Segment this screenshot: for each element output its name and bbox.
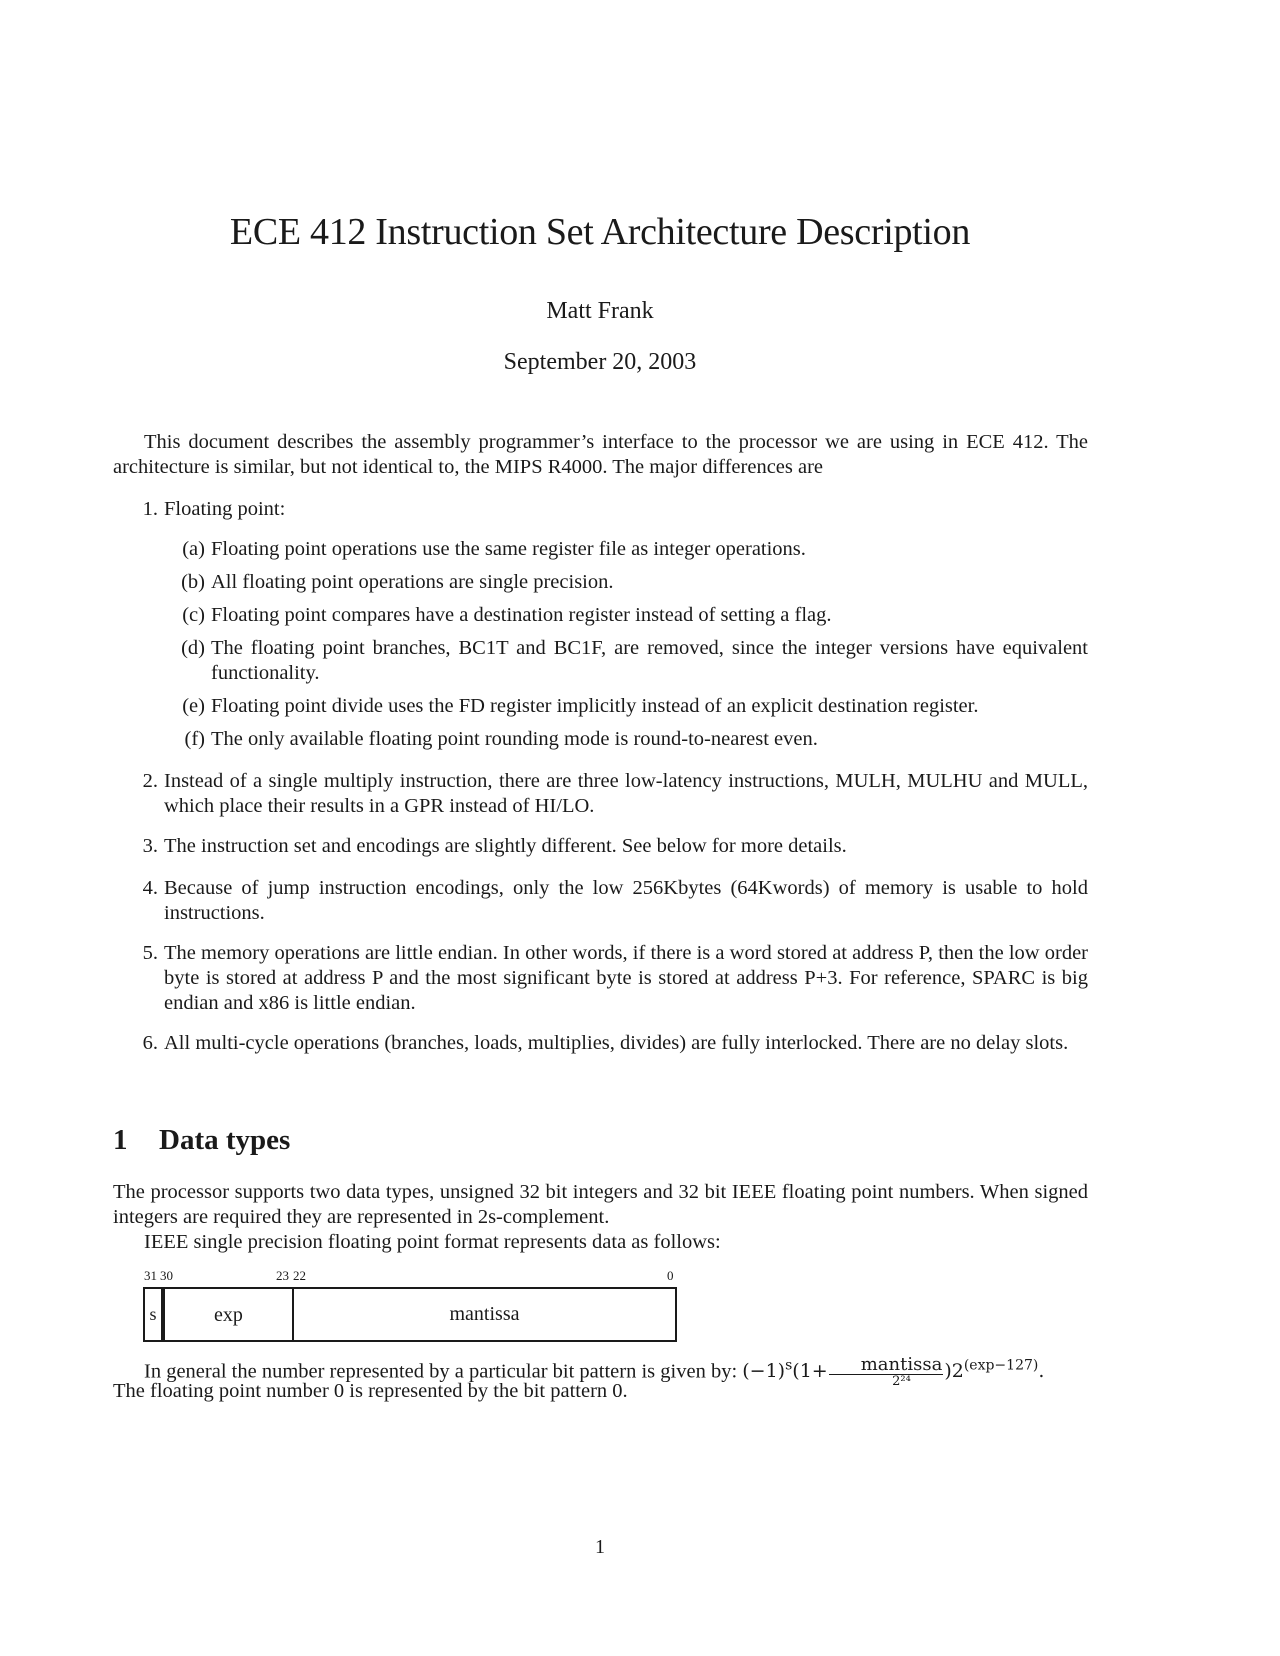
list-text: The memory operations are little endian. In other words, if there is a word stored at address P, then the low order byte is stored at address P and the most significant byte is stored at address P+3. For reference, SPARC is big endian and x86 is little endian. (164, 942, 1088, 1014)
sub-label: (a) (182, 538, 205, 560)
sub-label: (d) (181, 637, 205, 659)
bit-label-23: 23 (276, 1268, 289, 1283)
date: September 20, 2003 (503, 349, 697, 375)
sub-text: Floating point divide uses the FD register implicitly instead of an explicit destination register. (211, 695, 979, 717)
list-number: 1. (142, 498, 158, 520)
sub-label: (f) (184, 728, 205, 750)
sub-item (184, 727, 1088, 752)
sub-item (182, 694, 1088, 719)
sub-text: Floating point operations use the same register file as integer operations. (211, 538, 806, 560)
list-text: Floating point: (164, 498, 286, 520)
sub-item (181, 570, 1088, 595)
formula-exponent: (exp−127) (963, 1358, 1039, 1374)
sub-label: (b) (181, 571, 205, 593)
formula-open: (1+ (792, 1360, 828, 1383)
list-number: 2. (142, 770, 158, 792)
float-format-diagram (143, 1287, 677, 1342)
author: Matt Frank (546, 298, 654, 324)
sub-label: (e) (182, 695, 205, 717)
sub-item (181, 636, 1088, 686)
list-item (142, 834, 1088, 859)
bit-label-30: 30 (160, 1268, 173, 1283)
mantissa-field: mantissa (449, 1303, 520, 1325)
list-item (142, 876, 1088, 926)
bit-label-22: 22 (293, 1268, 306, 1283)
sub-item (182, 603, 1088, 628)
list-text: Because of jump instruction encodings, only the low 256Kbytes (64Kwords) of memory is usable to hold instructions. (164, 877, 1088, 924)
list-number: 6. (142, 1032, 158, 1054)
list-item (142, 1031, 1088, 1056)
section-paragraph: The floating point number 0 is represented by the bit pattern 0. (113, 1380, 628, 1402)
section-paragraph: IEEE single precision floating point format represents data as follows: (144, 1231, 721, 1253)
sub-text: Floating point compares have a destination register instead of setting a flag. (211, 604, 832, 626)
document-title: ECE 412 Instruction Set Architecture Description (229, 211, 971, 253)
list-number: 3. (142, 835, 158, 857)
list-text: All multi-cycle operations (branches, loads, multiplies, divides) are fully interlocked. There are no delay slots. (164, 1032, 1069, 1054)
fraction-numerator: mantissa (829, 1356, 944, 1375)
list-number: 4. (142, 877, 158, 899)
list-item (142, 769, 1088, 819)
formula-close: )2 (944, 1360, 964, 1383)
section-paragraph: The processor supports two data types, unsigned 32 bit integers and 32 bit IEEE floating point numbers. When signed integers are required they are represented in 2s-complement. (113, 1181, 1088, 1228)
list-item (142, 497, 1088, 522)
list-text: The instruction set and encodings are slightly different. See below for more details. (164, 835, 847, 857)
section-number: 1 (113, 1124, 128, 1156)
exp-field: exp (165, 1289, 294, 1340)
list-text: Instead of a single multiply instruction, there are three low-latency instructions, MULH, MULHU and MULL, which place their results in a GPR instead of HI/LO. (164, 770, 1088, 817)
formula-base: (−1) (742, 1360, 786, 1383)
formula-lead: In general the number represented by a particular bit pattern is given by: (144, 1360, 738, 1383)
sub-text: All floating point operations are single precision. (211, 571, 614, 593)
fraction-denominator: 2²⁴ (892, 1374, 911, 1390)
formula-end: . (1038, 1360, 1045, 1383)
page-number: 1 (595, 1536, 605, 1558)
bit-label-0: 0 (667, 1268, 674, 1283)
section-heading (113, 1124, 290, 1157)
formula-sign-exponent: s (785, 1358, 793, 1374)
section-title: Data types (159, 1124, 291, 1156)
list-item (142, 941, 1088, 1016)
sub-text: The only available floating point rounding mode is round-to-nearest even. (211, 728, 818, 750)
sub-item (182, 537, 1088, 562)
sign-field: s (145, 1289, 165, 1340)
list-number: 5. (142, 942, 158, 964)
bit-label-31: 31 (144, 1268, 157, 1283)
sub-text: The floating point branches, BC1T and BC1F, are removed, since the integer versions have equivalent functionality. (211, 637, 1088, 684)
sub-label: (c) (182, 604, 205, 626)
intro-paragraph: This document describes the assembly programmer’s interface to the processor we are using in ECE 412. The architecture is similar, but not identical to, the MIPS R4000. The major differences are (113, 431, 1088, 478)
